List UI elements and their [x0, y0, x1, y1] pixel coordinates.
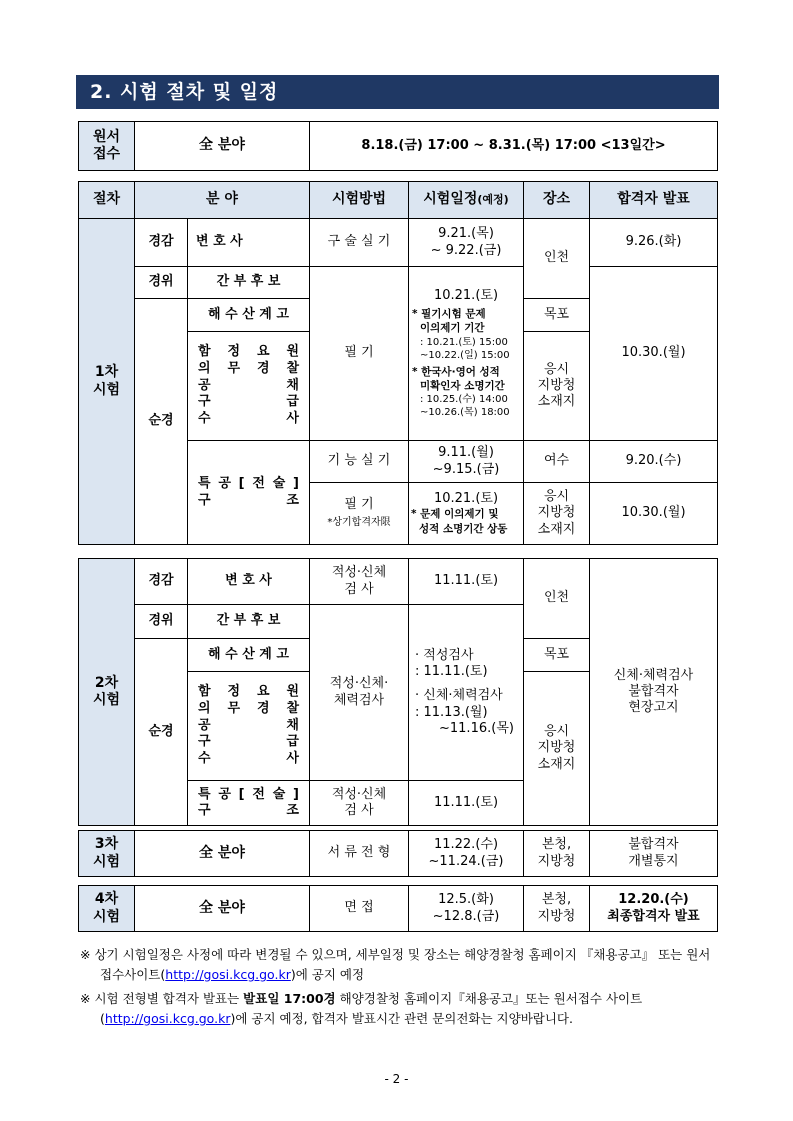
stage3-method: 서 류 전 형: [310, 831, 409, 877]
loc-local: 응시 지방청 소재지: [524, 332, 590, 441]
s2-loc-local: 응시 지방청 소재지: [524, 672, 590, 826]
stage4-table: [78, 885, 718, 932]
s2-cat-kyungwi: 경위: [135, 605, 188, 639]
s2-field-cadet: 간 부 후 보: [188, 605, 310, 639]
loc-local2: 응시 지방청 소재지: [524, 483, 590, 545]
s2-field-group: 함 정 요 원 의 무 경 찰 공 채 구 급 수 사: [188, 672, 310, 781]
method-written: 필 기: [310, 267, 409, 441]
stage4-location: 본청, 지방청: [524, 886, 590, 932]
page-number: - 2 -: [384, 1072, 409, 1086]
note-1: ※ 상기 시험일정은 사정에 따라 변경될 수 있으며, 세부일정 및 장소는 해양경찰청 홈페이지 『채용공고』 또는 원서접수사이트(http://gosi.kcg.go.kr)에 공지 예정: [80, 947, 711, 982]
stage3-table: [78, 830, 718, 877]
date-written: 10.21.(토) * 필기시험 문제 이의제기 기간 : 10.21.(토) 15:00 ~10.22.(일) 15:00 * 한국사·영어 성적 미확인자 소명기간 : 10.25.(수) 14:00 ~10.26.(목) 18:00: [409, 267, 524, 441]
stage3-label: 3차 시험: [79, 831, 135, 877]
field-cadet: 간 부 후 보: [188, 267, 310, 299]
s2-date-lawyer: 11.11.(토): [409, 559, 524, 605]
note-2-link[interactable]: http://gosi.kcg.go.kr: [104, 1011, 231, 1026]
field-marine-eng: 해 수 산 계 고: [188, 299, 310, 332]
ann-skill: 9.20.(수): [590, 441, 718, 483]
field-lawyer: 변 호 사: [188, 219, 310, 267]
s2-loc-incheon: 인천: [524, 559, 590, 639]
s2-field-special: 특 공 [ 전 술 ] 구 조: [188, 781, 310, 826]
notes: [80, 945, 720, 1033]
s2-field-marine-eng: 해 수 산 계 고: [188, 639, 310, 672]
s2-field-lawyer: 변 호 사: [188, 559, 310, 605]
header-schedule: 시험일정(예정): [409, 182, 524, 219]
cat-kyunggam: 경감: [135, 219, 188, 267]
date-lawyer: 9.21.(목) ~ 9.22.(금): [409, 219, 524, 267]
reception-label: 원서 접수: [79, 122, 135, 171]
stage3-field: 全 분야: [135, 831, 310, 877]
field-group: 함 정 요 원 의 무 경 찰 공 채 구 급 수 사: [188, 332, 310, 441]
stage3-date: 11.22.(수) ~11.24.(금): [409, 831, 524, 877]
note-2: ※ 시험 전형별 합격자 발표는 발표일 17:00경 해양경찰청 홈페이지『채용공고』또는 원서접수 사이트(http://gosi.kcg.go.kr)에 공지 예정, 합격자 발표시간 관련 문의전화는 지양바랍니다.: [80, 991, 643, 1026]
header-field: 분 야: [135, 182, 310, 219]
s2-cat-kyunggam: 경감: [135, 559, 188, 605]
reception-table: [78, 121, 718, 171]
stage2-table: [78, 558, 718, 826]
date-skill: 9.11.(월) ~9.15.(금): [409, 441, 524, 483]
header-announce: 합격자 발표: [590, 182, 718, 219]
reception-field: 全 분야: [135, 122, 310, 171]
s2-date-special: 11.11.(토): [409, 781, 524, 826]
stage3-location: 본청, 지방청: [524, 831, 590, 877]
loc-mokpo: 목포: [524, 299, 590, 332]
stage4-label: 4차 시험: [79, 886, 135, 932]
s2-loc-mokpo: 목포: [524, 639, 590, 672]
header-stage: 절차: [79, 182, 135, 219]
loc-yeosu: 여수: [524, 441, 590, 483]
s2-cat-sungyung: 순경: [135, 639, 188, 826]
stage3-announce: 불합격자 개별통지: [590, 831, 718, 877]
method-written2: 필 기 *상기합격자限: [310, 483, 409, 545]
stage4-field: 全 분야: [135, 886, 310, 932]
stage4-method: 면 접: [310, 886, 409, 932]
reception-period: 8.18.(금) 17:00 ~ 8.31.(목) 17:00 <13일간>: [310, 122, 718, 171]
section-heading: 2. 시험 절차 및 일정: [76, 75, 719, 109]
stage4-announce: 12.20.(수) 최종합격자 발표: [590, 886, 718, 932]
field-special: 특 공 [ 전 술 ] 구 조: [188, 441, 310, 545]
stage2-label: 2차 시험: [79, 559, 135, 826]
s2-date-main: · 적성검사 : 11.11.(토) · 신체·체력검사 : 11.13.(월) ~11.16.(목): [409, 605, 524, 781]
stage1-label: 1차 시험: [79, 219, 135, 545]
s2-method-apt: 적성·신체 검 사: [310, 559, 409, 605]
ann-lawyer: 9.26.(화): [590, 219, 718, 267]
date-written2: 10.21.(토) * 문제 이의제기 및 성적 소명기간 상동: [409, 483, 524, 545]
cat-kyungwi: 경위: [135, 267, 188, 299]
note-1-link[interactable]: http://gosi.kcg.go.kr: [165, 967, 291, 982]
stage1-table: [78, 181, 718, 545]
method-skill: 기 능 실 기: [310, 441, 409, 483]
s2-announce: 신체·체력검사 불합격자 현장고지: [590, 559, 718, 826]
loc-incheon: 인천: [524, 219, 590, 299]
cat-sungyung: 순경: [135, 299, 188, 545]
stage4-date: 12.5.(화) ~12.8.(금): [409, 886, 524, 932]
s2-method-special: 적성·신체 검 사: [310, 781, 409, 826]
ann-main: 10.30.(월): [590, 267, 718, 441]
method-oral: 구 술 실 기: [310, 219, 409, 267]
s2-method-main: 적성·신체· 체력검사: [310, 605, 409, 781]
header-location: 장소: [524, 182, 590, 219]
ann-written2: 10.30.(월): [590, 483, 718, 545]
header-method: 시험방법: [310, 182, 409, 219]
